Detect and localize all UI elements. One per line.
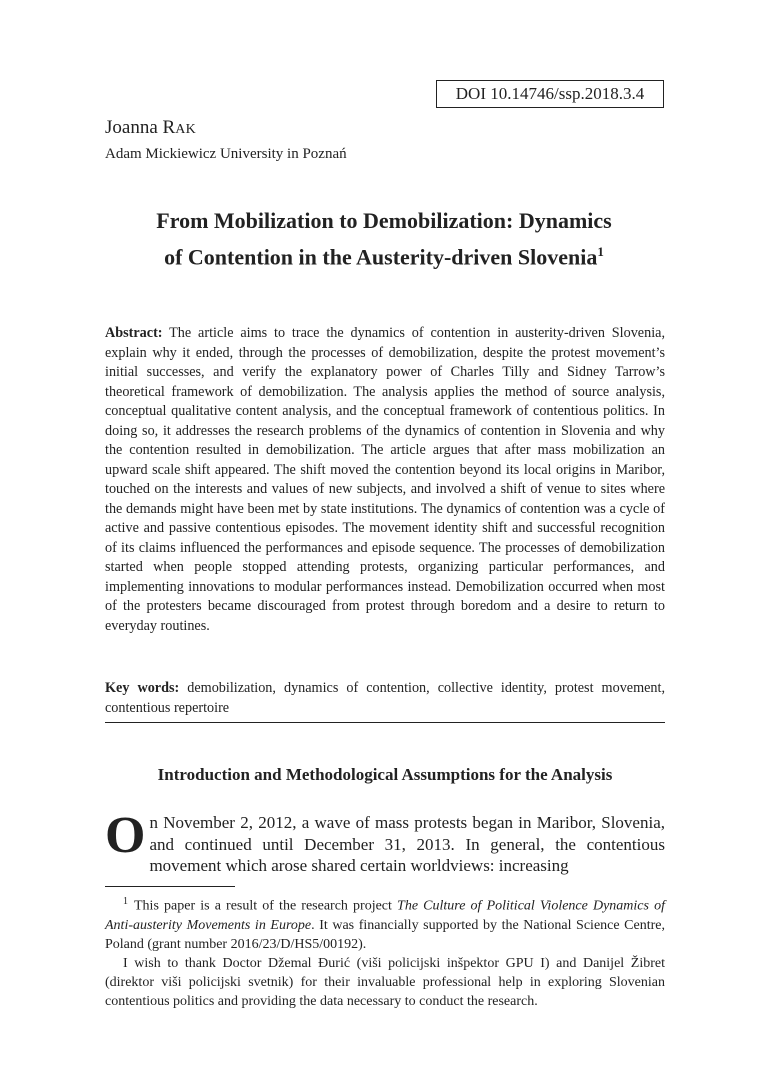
title-footnote-mark: 1 bbox=[597, 244, 604, 259]
doi-box bbox=[436, 80, 664, 108]
abstract-divider bbox=[105, 722, 665, 723]
drop-cap: O bbox=[105, 807, 146, 864]
body-text: n November 2, 2012, a wave of mass protests began in Maribor, Slovenia, and continued until December 31, 2013. In general, the contentious movement which arose shared certain worldviews: increasing bbox=[149, 813, 665, 875]
footnote-paragraph-2: I wish to thank Doctor Džemal Đurić (viši policijski inšpektor GPU I) and Danijel Žibret (direktor viši policijski svetnik) for their invaluable professional help in exploring Slovenian contentious politics and providing the data necessary to conduct the research. bbox=[105, 955, 665, 1009]
keywords-text: demobilization, dynamics of contention, collective identity, protest movement, contentious repertoire bbox=[105, 680, 665, 716]
author-name bbox=[105, 116, 196, 142]
title-line-2: of Contention in the Austerity-driven Slovenia bbox=[164, 244, 598, 270]
body-paragraph bbox=[105, 807, 665, 877]
paper-title bbox=[104, 205, 664, 272]
footnote-text-after: . It was financially supported by the National Science Centre, Poland (grant number 2016/23/D/HS5/00192). bbox=[105, 917, 666, 952]
footnote-paragraph-1 bbox=[105, 892, 665, 954]
keywords bbox=[105, 679, 665, 718]
section-heading: Introduction and Methodological Assumptions for the Analysis bbox=[157, 765, 613, 784]
footnote-project-title: The Culture of Political Violence Dynamics of Anti-austerity Movements in Europe bbox=[105, 898, 665, 933]
footnote-divider bbox=[105, 886, 235, 887]
keywords-label: Key words: bbox=[105, 680, 180, 696]
footnote bbox=[105, 892, 665, 1011]
footnote-mark: 1 bbox=[123, 896, 128, 907]
author-last-initial: R bbox=[162, 117, 176, 138]
title-line-1: From Mobilization to Demobilization: Dynamics bbox=[156, 208, 612, 233]
author-first-name: Joanna bbox=[105, 117, 163, 138]
abstract-label: Abstract: bbox=[105, 325, 163, 341]
abstract-text: The article aims to trace the dynamics of contention in austerity-driven Slovenia, explain why it ended, through the processes of demobilization, despite the protest movement’s initial successes, and verify the explanatory power of Charles Tilly and Sidney Tarrow’s theoretical framework of demobilization. The analysis applies the method of source analysis, conceptual qualitative content analysis, and the conceptual framework of contentious politics. In doing so, it addresses the research problems of the dynamics of contention in Slovenia and why the contention resulted in demobilization. The article argues that after mass mobilization an upward scale shift appeared. The shift moved the contention beyond its local origins in Maribor, touched on the interests and values of new subjects, and involved a shift of venue to sites where the demands might have been met by state institutions. The dynamics of contention was a cycle of active and passive contentious episodes. The movement identity shift and successful recognition of its claims influenced the performances and episode sequence. The processes of demobilization started when people stopped attending protests, organizing particular performances, and implementing innovations to modular performances instead. Demobilization occurred when most of the protesters became discouraged from protest through boredom and a desire to return to everyday routines. bbox=[105, 325, 665, 634]
author-affiliation: Adam Mickiewicz University in Poznań bbox=[105, 146, 347, 162]
abstract bbox=[105, 324, 665, 636]
author-last-rest: AK bbox=[175, 122, 197, 137]
doi-text: DOI 10.14746/ssp.2018.3.4 bbox=[455, 84, 645, 103]
footnote-text-before: This paper is a result of the research project bbox=[134, 898, 398, 914]
